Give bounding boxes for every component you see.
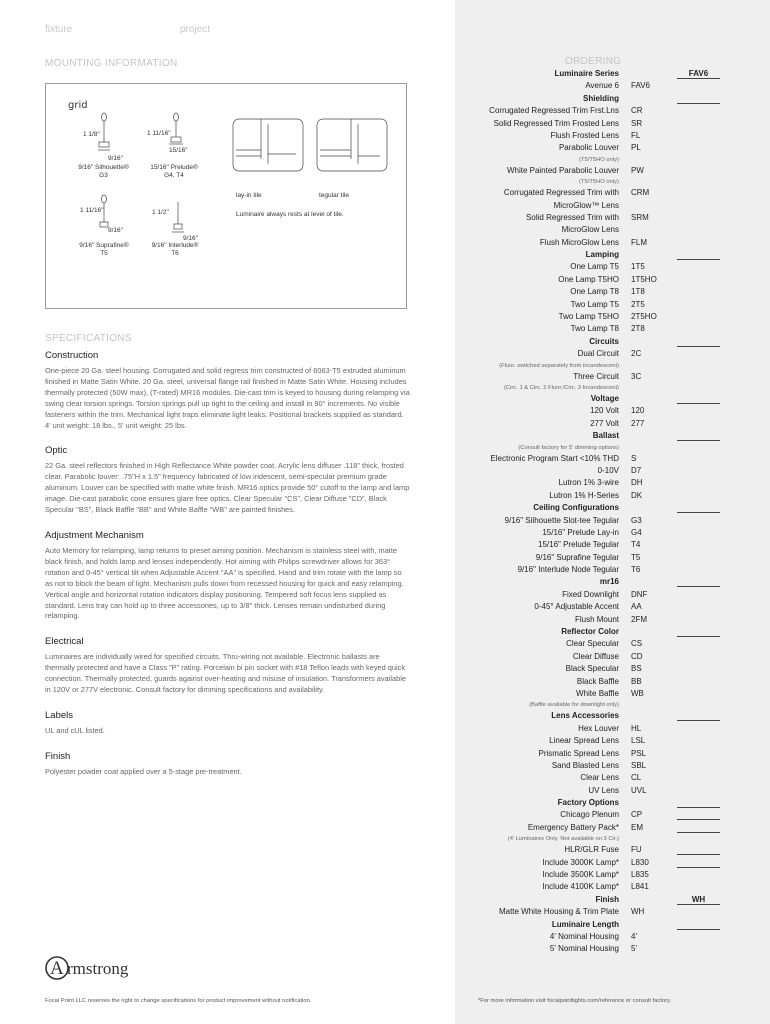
fixture-label: fixture <box>45 24 73 35</box>
ordering-code: 120 <box>631 406 645 416</box>
ordering-label: Lamping <box>585 250 619 260</box>
spec-heading: Finish <box>45 750 71 762</box>
ordering-section-header <box>455 894 770 906</box>
ordering-label: Flush Frosted Lens <box>550 130 619 140</box>
ordering-option <box>455 527 770 539</box>
ordering-label: Solid Regressed Trim Frosted Lens <box>493 118 619 128</box>
ordering-option <box>455 614 770 626</box>
ordering-code: PSL <box>631 748 647 758</box>
ordering-label: Sand Blasted Lens <box>551 760 619 770</box>
ordering-code: BS <box>631 664 642 674</box>
spec-body: UL and cUL listed. <box>45 725 105 735</box>
ordering-code: L835 <box>631 870 649 880</box>
ordering-note <box>455 361 770 371</box>
ordering-label: One Lamp T8 <box>570 287 619 297</box>
ordering-label: 15/16" Prelude Tegular <box>538 540 619 550</box>
ordering-entry-line <box>677 103 720 104</box>
ordering-code: G3 <box>631 515 642 525</box>
t5-height-dim: 1 11/16" <box>80 207 104 214</box>
ordering-label: (Consult factory for 5' dimming options) <box>518 444 619 451</box>
ordering-option <box>455 465 770 477</box>
ordering-label: Corrugated Regressed Trim Frst.Lns <box>489 106 619 116</box>
ordering-label: Lutron 1% H-Series <box>549 490 619 500</box>
ordering-code: 4' <box>631 932 637 941</box>
t5-code: T5 <box>100 250 108 257</box>
specifications-title: SPECIFICATIONS <box>45 333 132 344</box>
ordering-label: Include 3000K Lamp* <box>542 857 619 867</box>
ordering-entry-line <box>677 720 720 721</box>
ordering-label: Electronic Program Start <10% THD <box>490 453 619 463</box>
ordering-label: Lens Accessories <box>551 711 619 721</box>
ordering-note <box>455 383 770 393</box>
ordering-option <box>455 165 770 177</box>
ordering-label: 277 Volt <box>590 418 619 428</box>
spec-adjustment <box>45 530 410 622</box>
ordering-option <box>455 212 770 224</box>
ordering-option <box>455 323 770 335</box>
g4-width-dim: 15/16" <box>169 147 188 154</box>
ordering-code: T4 <box>631 540 641 550</box>
g3-height-dim: 1 1/8" <box>83 131 100 138</box>
ordering-code: EM <box>631 822 643 832</box>
ordering-code: T5 <box>631 552 641 562</box>
ordering-section-header <box>455 919 770 931</box>
ordering-label: Linear Spread Lens <box>549 736 619 746</box>
armstrong-logo-initial: A <box>50 958 64 979</box>
ordering-label: (Fluor. switched separately from incandescent) <box>499 362 619 369</box>
ordering-code: PW <box>631 165 644 175</box>
specifications <box>45 350 410 792</box>
ordering-section-header <box>455 68 770 80</box>
ordering-code: 2T5 <box>631 299 645 309</box>
spec-electrical <box>45 636 410 696</box>
ordering-label: Include 3500K Lamp* <box>542 870 619 880</box>
ordering-label: 120 Volt <box>590 406 619 416</box>
ordering-code: 2FM <box>631 614 647 624</box>
ordering-label: Lutron 1% 3-wire <box>558 478 619 488</box>
ordering-option <box>455 638 770 650</box>
ordering-option <box>455 564 770 576</box>
tile-note: Luminaire always rests at level of tile. <box>236 211 344 218</box>
spec-body: One-piece 20 Ga. steel housing. Corrugated and solid regress trim constructed of 6063-T5 extruded aluminum finished in Matte Satin White. 20 Ga. steel, universal flange rail finished in Matte Satin White. Housing includes thermally protected (50W max), (T-rated) MR16 modules. Die-cast trim is keyed to housing during relamping via swing clear torsion springs. Torsion springs pull up tight to the ceiling and install in 90° increments. No visible fasteners within the trim. Mechanical light traps eliminate light leaks. Positional brackets supplied as standard. 4' unit weight: 18 lbs., 5' unit weight: 25 lbs. <box>45 366 410 430</box>
ordering-code: L830 <box>631 857 649 867</box>
ordering-label: Prismatic Spread Lens <box>538 748 619 758</box>
ordering-label: Voltage <box>590 393 619 403</box>
ordering-section-header <box>455 430 770 442</box>
mounting-title: MOUNTING INFORMATION <box>45 58 178 69</box>
ordering-note <box>455 443 770 453</box>
ordering-option <box>455 299 770 311</box>
t6-code: T6 <box>171 250 179 257</box>
spec-optic <box>45 445 410 516</box>
ordering-option <box>455 723 770 735</box>
ordering-code: HL <box>631 723 642 733</box>
ordering-code: DNF <box>631 589 648 599</box>
armstrong-logo-mark <box>45 955 155 981</box>
ordering-label: One Lamp T5 <box>570 262 619 272</box>
ordering-section-header <box>455 576 770 588</box>
ordering-code: DH <box>631 478 643 488</box>
ordering-option <box>455 477 770 489</box>
spec-heading: Adjustment Mechanism <box>45 529 144 541</box>
ordering-code: AA <box>631 602 642 612</box>
ordering-section-header <box>455 93 770 105</box>
ordering-title: ORDERING <box>565 56 622 67</box>
ordering-section-header <box>455 710 770 722</box>
ordering-label: HLR/GLR Fuse <box>564 845 619 855</box>
ordering-section-header <box>455 249 770 261</box>
ordering-option <box>455 261 770 273</box>
ordering-label: 0-45° Adjustable Accent <box>534 602 619 612</box>
ordering-code: DK <box>631 490 643 500</box>
ordering-label: Include 4100K Lamp* <box>542 882 619 892</box>
ordering-option <box>455 869 770 881</box>
ordering-label: 15/16" Prelude Lay-in <box>542 527 619 537</box>
ordering-section-header <box>455 626 770 638</box>
ordering-option <box>455 663 770 675</box>
ordering-option <box>455 822 770 834</box>
ordering-label: (4' Luminaires Only. Not available on 3 Cir.) <box>507 836 619 843</box>
ordering-code: PL <box>631 143 641 153</box>
t6-width-dim: 9/16" <box>183 235 198 242</box>
ordering-code: 5' <box>631 944 637 954</box>
ordering-option <box>455 748 770 760</box>
mounting-diagram <box>45 83 407 309</box>
ordering-option <box>455 844 770 856</box>
ordering-option <box>455 224 770 236</box>
ordering-label: Luminaire Series <box>554 69 619 78</box>
ordering-label: White Painted Parabolic Louver <box>506 165 619 175</box>
ordering-label: (T5/T5HO only) <box>579 156 619 163</box>
ordering-option <box>455 785 770 797</box>
ordering-code: CD <box>631 651 643 661</box>
ordering-option <box>455 676 770 688</box>
armstrong-logo-text: rmstrong <box>67 959 129 978</box>
spec-heading: Labels <box>45 709 73 721</box>
ordering-label: Two Lamp T8 <box>570 324 619 334</box>
ordering-option <box>455 237 770 249</box>
ordering-label: (Baffle available for downlight only) <box>529 702 619 709</box>
t5-width-dim: 9/16" <box>108 227 123 234</box>
ordering-option <box>455 943 770 955</box>
ordering-option <box>455 651 770 663</box>
ordering-code: FU <box>631 845 642 855</box>
ordering-entry-line <box>677 807 720 808</box>
ordering-option <box>455 490 770 502</box>
footer-left: Focal Point LLC reserves the right to change specifications for product improvement without notification. <box>45 998 312 1004</box>
ordering-label: MicroGlow™ Lens <box>553 200 619 210</box>
ordering-code: SRM <box>631 212 649 222</box>
ordering-code: CR <box>631 106 643 116</box>
spec-body: Auto Memory for relamping, lamp returns to preset aiming position. Mechanism is stainless steel with, matte black finish, and holds lamp and lenses independently. Hot aiming with Philips screwdriver allows for 363° rotation and 0-45° vertical tilt when Adjustable Accent "AA" is specified. Hand and trim rotate with the lamp so as not to block the beam of light. Mechanism pulls down from recessed housing for quick and easy relamping. Vertical angle and horizontal rotation indicators display positioning. Tempered soft focus lens supplied as standard. Lens tray can hold up to three accessories, up to 3/8" thick. Lenses remain undisturbed during relamping. <box>45 545 404 621</box>
ordering-label: MicroGlow Lens <box>561 225 619 235</box>
ordering-code: 1T8 <box>631 287 645 297</box>
ordering-label: One Lamp T5HO <box>558 274 619 284</box>
ordering-option <box>455 589 770 601</box>
footer-right: *For more information visit focalpointlights.com/reference or consult factory. <box>478 998 672 1004</box>
ordering-code: FAV6 <box>631 81 650 91</box>
ordering-label: 5' Nominal Housing <box>549 944 619 954</box>
ordering-label: Clear Lens <box>580 773 619 783</box>
ordering-option <box>455 772 770 784</box>
ordering-label: Finish <box>595 894 619 904</box>
armstrong-logo <box>45 955 155 986</box>
g3-code: G3 <box>99 172 108 179</box>
project-label: project <box>180 24 211 35</box>
ordering-entry-line <box>677 819 720 820</box>
ordering-option <box>455 931 770 943</box>
ordering-label: Reflector Color <box>561 627 619 637</box>
t6-height-dim: 1 1/2" <box>152 209 169 216</box>
ordering-entry-line <box>677 440 720 441</box>
ordering-note <box>455 177 770 187</box>
t6-name: 9/16" Interlude® <box>151 242 199 249</box>
ordering-label: Shielding <box>583 93 619 103</box>
spec-labels <box>45 710 410 737</box>
ordering-code: CP <box>631 810 643 820</box>
ordering-selected-value: WH <box>691 894 706 904</box>
ordering-label: Black Baffle <box>576 676 619 686</box>
ordering-option <box>455 311 770 323</box>
ordering-label: 4' Nominal Housing <box>549 932 619 941</box>
ordering-label: (T5/T5HO only) <box>579 179 619 186</box>
t5-name: 9/16" Suprafine® <box>79 242 129 249</box>
g3-name: 9/16" Silhouette® <box>78 164 129 171</box>
ordering-label: 9/16" Suprafine Tegular <box>535 552 619 562</box>
ordering-label: Black Specular <box>565 664 619 674</box>
ordering-label: Avenue 6 <box>585 81 619 91</box>
ordering-label: mr16 <box>599 577 619 587</box>
ordering-label: Parabolic Louver <box>558 143 619 153</box>
ordering-section-header <box>455 797 770 809</box>
ordering-option <box>455 200 770 212</box>
ordering-code: BB <box>631 676 642 686</box>
spec-body: 22 Ga. steel reflectors finished in High Reflectance White powder coat. Acrylic lens diffuser .118" thick, frosted clear. Parabolic louver: .75"H x 1.5" frequency fabricated of low iridescent, semi-specular premium grade aluminum. Louver can be specified with matte white finish. MR16 optics provide 50° cutoff to the lamp and lamp image. Die-cast parabolic cone ensures glare free optics. Clear Specular "CS", Clear Diffuse "CD", Black Specular "BS", Black Baffle "BB" and White Baffle "WB" are painted finishes. <box>45 461 410 515</box>
ordering-label: Fixed Downlight <box>562 589 619 599</box>
ordering-label: UV Lens <box>588 785 619 795</box>
ordering-option <box>455 418 770 430</box>
ordering-entry-line <box>677 929 720 930</box>
ordering-note <box>455 700 770 710</box>
ordering-option <box>455 80 770 92</box>
ordering-label: Circuits <box>589 336 619 346</box>
ordering-code: CS <box>631 639 643 649</box>
ordering-code: CL <box>631 773 642 783</box>
grid-label: grid <box>68 100 88 111</box>
ordering-label: 9/16" Interlude Node Tegular <box>517 565 619 575</box>
ordering-entry-line <box>677 346 720 347</box>
ordering-label: Emergency Battery Pack* <box>527 822 619 832</box>
spec-heading: Construction <box>45 350 99 361</box>
ordering-option <box>455 857 770 869</box>
ordering-option <box>455 881 770 893</box>
ordering-code: WH <box>631 907 645 917</box>
ordering-label: Two Lamp T5HO <box>558 312 619 322</box>
ordering-option <box>455 906 770 918</box>
ordering-label: Factory Options <box>557 798 619 808</box>
g4-height-dim: 1 11/16" <box>147 130 171 137</box>
ordering-option <box>455 453 770 465</box>
ordering-option <box>455 552 770 564</box>
ordering-code: SR <box>631 118 643 128</box>
ordering-option <box>455 142 770 154</box>
spec-heading: Electrical <box>45 636 84 648</box>
ordering-label: Solid Regressed Trim with <box>526 212 619 222</box>
ordering-section-header <box>455 336 770 348</box>
ordering-label: 0-10V <box>597 465 619 475</box>
ordering-option <box>455 118 770 130</box>
ordering-code: 1T5 <box>631 262 645 272</box>
spec-body: Polyester powder coat applied over a 5-stage pre-treatment. <box>45 766 242 776</box>
ordering-option <box>455 187 770 199</box>
ordering-code: G4 <box>631 527 642 537</box>
ordering-label: Ceiling Configurations <box>533 503 619 513</box>
ordering-entry-line <box>677 854 720 855</box>
ordering-code: 2T8 <box>631 324 645 334</box>
ordering-section-header <box>455 502 770 514</box>
ordering-entry-line <box>677 867 720 868</box>
spec-body: Luminaires are individually wired for specified circuits. Thru-wiring not available. Electronic ballasts are thermally protected and have a Class "P" rating. Porcelain bi pin socket with #18 Teflon leads with keyed quick connection. Thermally protected, guards against over-heating and misuse of insulation. Transformers available in 120V or 277V electronic. Consult factory for dimming specifications and availability. <box>45 652 406 695</box>
ordering-code: CRM <box>631 188 650 198</box>
layin-tile-label: lay-in tile <box>236 192 262 199</box>
ordering-label: Two Lamp T5 <box>570 299 619 309</box>
ordering-code: 2T5HO <box>631 312 657 322</box>
ordering-option <box>455 348 770 360</box>
g4-name: 15/16" Prelude® <box>150 164 198 171</box>
ordering-option <box>455 735 770 747</box>
ordering-option <box>455 286 770 298</box>
ordering-option <box>455 809 770 821</box>
ordering-label: Clear Specular <box>566 639 619 649</box>
ordering-option <box>455 371 770 383</box>
ordering-code: T6 <box>631 565 641 575</box>
ordering-code: S <box>631 453 637 463</box>
ordering-label: (Circ. 1 & Circ. 2 Fluor./Circ. 3 Incandescent) <box>503 384 619 391</box>
mounting-drawing <box>46 84 406 308</box>
ordering-entry-line <box>677 78 720 79</box>
ordering-option <box>455 274 770 286</box>
ordering-code: UVL <box>631 785 647 795</box>
ordering-section-header <box>455 393 770 405</box>
ordering-code: 3C <box>631 371 642 381</box>
ordering-label: 9/16" Silhouette Slot-tee Tegular <box>504 515 619 525</box>
ordering-label: Hex Louver <box>578 723 619 733</box>
ordering-label: Matte White Housing & Trim Plate <box>498 907 619 917</box>
tegular-tile-label: tegular tile <box>319 192 349 199</box>
ordering-label: Luminaire Length <box>551 919 619 929</box>
ordering-entry-line <box>677 636 720 637</box>
ordering-entry-line <box>677 904 720 905</box>
ordering-code: FLM <box>631 237 647 247</box>
ordering-option <box>455 601 770 613</box>
ordering-entry-line <box>677 512 720 513</box>
ordering-label: Dual Circuit <box>577 349 619 359</box>
ordering-code: 2C <box>631 349 642 359</box>
ordering-option <box>455 539 770 551</box>
ordering-label: Ballast <box>592 431 619 441</box>
ordering-code: 277 <box>631 418 645 428</box>
ordering-entry-line <box>677 403 720 404</box>
ordering-selected-value: FAV6 <box>688 69 709 78</box>
ordering-option <box>455 405 770 417</box>
ordering-option <box>455 515 770 527</box>
ordering-label: Clear Diffuse <box>572 651 619 661</box>
ordering-option <box>455 130 770 142</box>
g3-width-dim: 9/16" <box>108 155 123 162</box>
ordering-label: White Baffle <box>576 688 619 698</box>
ordering-code: D7 <box>631 465 642 475</box>
spec-finish <box>45 751 410 778</box>
spec-construction <box>45 350 410 431</box>
ordering-entry-line <box>677 832 720 833</box>
ordering-code: WB <box>631 688 644 698</box>
ordering-label: Corrugated Regressed Trim with <box>503 188 619 198</box>
ordering-code: LSL <box>631 736 646 746</box>
ordering-label: Flush Mount <box>574 614 619 624</box>
ordering-label: Three Circuit <box>573 371 619 381</box>
ordering-code: L841 <box>631 882 649 892</box>
ordering-entry-line <box>677 586 720 587</box>
ordering-option <box>455 105 770 117</box>
ordering-label: Chicago Plenum <box>560 810 619 820</box>
spec-heading: Optic <box>45 445 68 457</box>
ordering-note <box>455 834 770 844</box>
ordering-entry-line <box>677 259 720 260</box>
ordering-option <box>455 688 770 700</box>
ordering-code: FL <box>631 130 641 140</box>
ordering-option <box>455 760 770 772</box>
ordering-label: Flush MicroGlow Lens <box>539 237 619 247</box>
ordering-code: SBL <box>631 760 647 770</box>
g4-code: G4, T4 <box>164 172 184 179</box>
ordering-code: 1T5HO <box>631 274 657 284</box>
ordering-note <box>455 155 770 165</box>
ordering-list <box>455 68 770 956</box>
